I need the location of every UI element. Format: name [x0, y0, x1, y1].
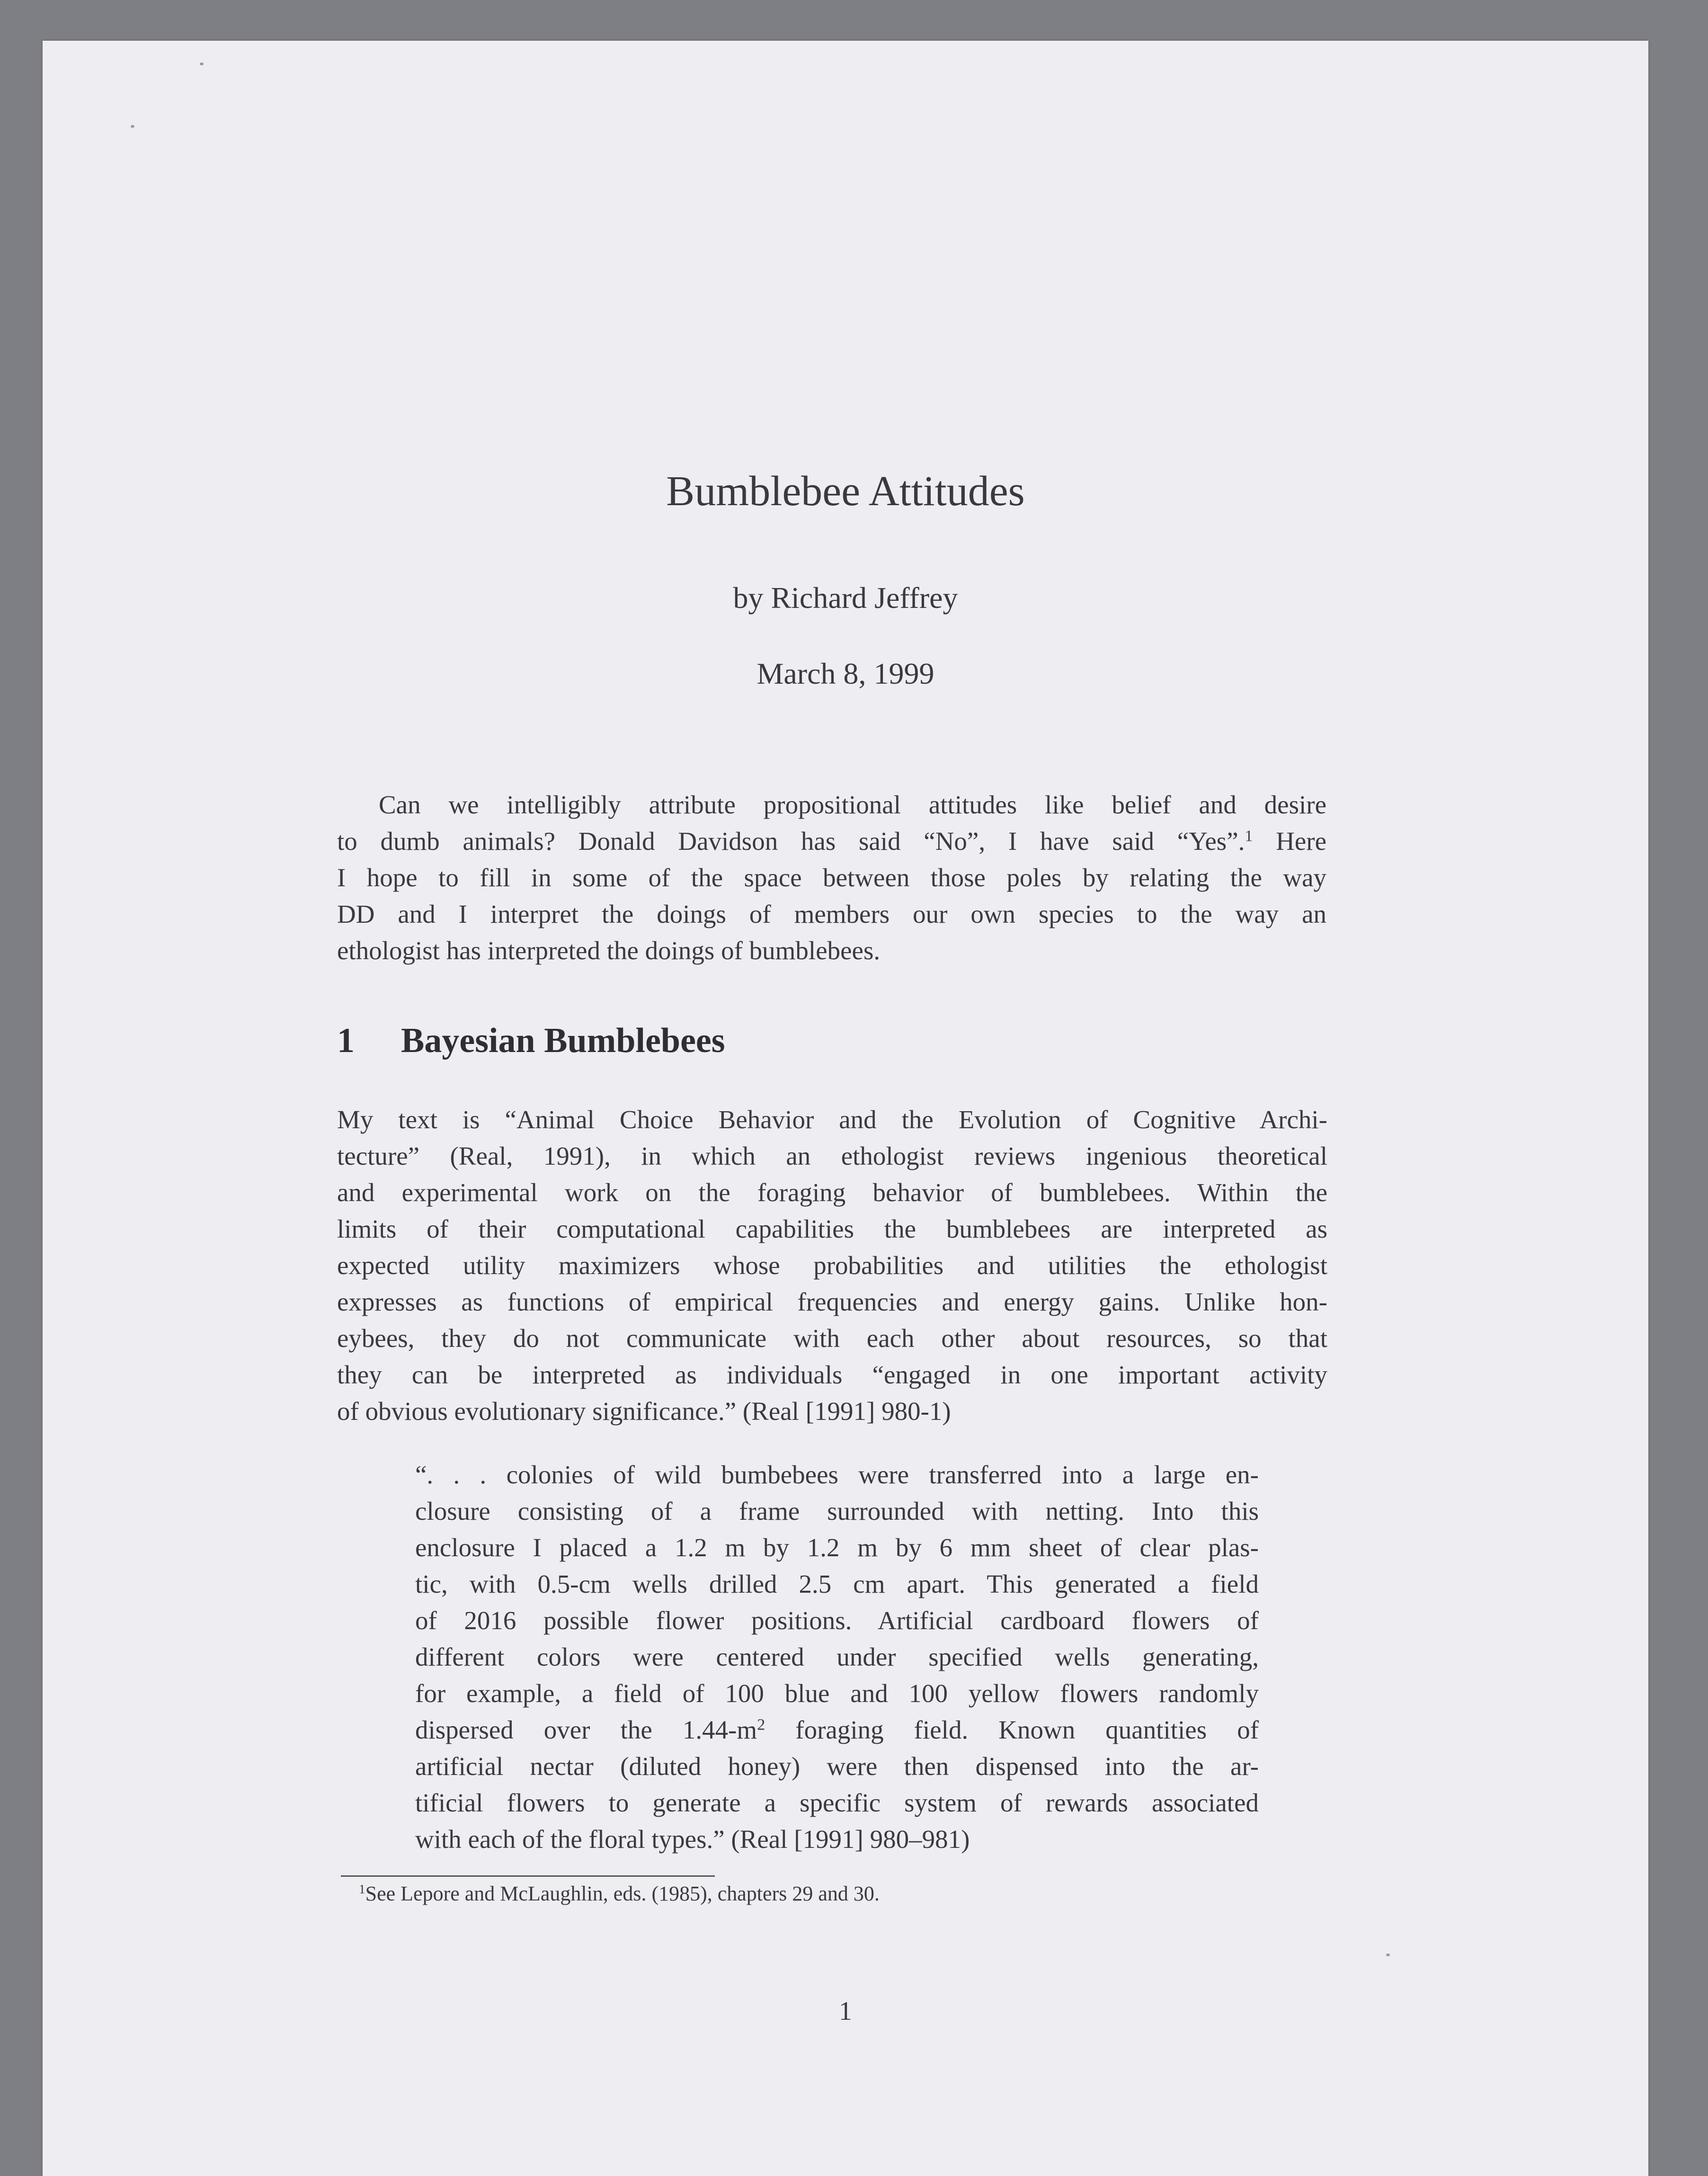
footnote-mark: 1: [359, 1882, 365, 1896]
block-quote: [415, 1456, 1259, 1857]
body-line: expected utility maximizers whose probabilities and utilities the ethologist: [337, 1251, 1327, 1280]
abstract-line-text: to dumb animals? Donald Davidson has said “No”, I have said “Yes”.: [337, 827, 1245, 856]
superscript: 2: [757, 1716, 765, 1734]
body-line: limits of their computational capabilities the bumblebees are interpreted as: [337, 1214, 1327, 1243]
document-title: Bumblebee Attitudes: [666, 468, 1025, 515]
body-line: they can be interpreted as individuals “engaged in one important activity: [337, 1360, 1327, 1389]
quote-line: [415, 1712, 1259, 1748]
paper-speck: [1386, 1953, 1390, 1956]
abstract-line: [337, 823, 1326, 859]
paper-speck: [131, 125, 134, 128]
body-line: and experimental work on the foraging behavior of bumblebees. Within the: [337, 1178, 1327, 1207]
quote-line: different colors were centered under specified wells generating,: [415, 1642, 1259, 1671]
abstract-line: ethologist has interpreted the doings of bumblebees.: [337, 936, 881, 965]
body-line: My text is “Animal Choice Behavior and the Evolution of Cognitive Archi-: [337, 1105, 1327, 1134]
abstract-paragraph: [337, 786, 1326, 969]
abstract-line: I hope to fill in some of the space between those poles by relating the way: [337, 863, 1326, 892]
quote-line: enclosure I placed a 1.2 m by 1.2 m by 6 mm sheet of clear plas-: [415, 1533, 1259, 1562]
paper-speck: [200, 62, 204, 65]
abstract-line-tail: Here: [1253, 827, 1327, 856]
quote-line: “. . . colonies of wild bumbebees were transferred into a large en-: [415, 1460, 1259, 1489]
body-line: eybees, they do not communicate with each other about resources, so that: [337, 1324, 1327, 1353]
body-line: expresses as functions of empirical frequencies and energy gains. Unlike hon-: [337, 1287, 1327, 1316]
document-author: by Richard Jeffrey: [733, 581, 958, 615]
body-line: of obvious evolutionary significance.” (Real [1991] 980-1): [337, 1397, 951, 1426]
footnote-text: See Lepore and McLaughlin, eds. (1985), chapters 29 and 30.: [365, 1882, 880, 1905]
quote-line-tail: foraging field. Known quantities of: [765, 1715, 1259, 1744]
page-number: 1: [839, 1997, 852, 2026]
body-line: tecture” (Real, 1991), in which an ethologist reviews ingenious theoretical: [337, 1142, 1327, 1170]
abstract-line: DD and I interpret the doings of members our own species to the way an: [337, 900, 1326, 928]
abstract-line: Can we intelligibly attribute propositional attitudes like belief and desire: [379, 790, 1326, 819]
quote-line: for example, a field of 100 blue and 100 yellow flowers randomly: [415, 1679, 1259, 1708]
section-heading: [337, 1021, 725, 1061]
footnote: [359, 1882, 880, 1906]
quote-line-text: dispersed over the 1.44-m: [415, 1715, 757, 1744]
footnote-ref: 1: [1245, 827, 1253, 845]
quote-line: with each of the floral types.” (Real [1991] 980–981): [415, 1825, 970, 1854]
body-paragraph: [337, 1101, 1327, 1429]
document-date: March 8, 1999: [756, 657, 934, 690]
quote-line: closure consisting of a frame surrounded with netting. Into this: [415, 1497, 1259, 1525]
footnote-divider: [341, 1875, 715, 1877]
quote-line: tic, with 0.5-cm wells drilled 2.5 cm apart. This generated a field: [415, 1570, 1259, 1598]
quote-line: artificial nectar (diluted honey) were then dispensed into the ar-: [415, 1752, 1259, 1781]
paper-sheet: [43, 41, 1648, 2176]
section-title: Bayesian Bumblebees: [401, 1021, 725, 1060]
quote-line: of 2016 possible flower positions. Artificial cardboard flowers of: [415, 1606, 1259, 1635]
quote-line: tificial flowers to generate a specific system of rewards associated: [415, 1788, 1259, 1817]
section-number: 1: [337, 1021, 355, 1060]
